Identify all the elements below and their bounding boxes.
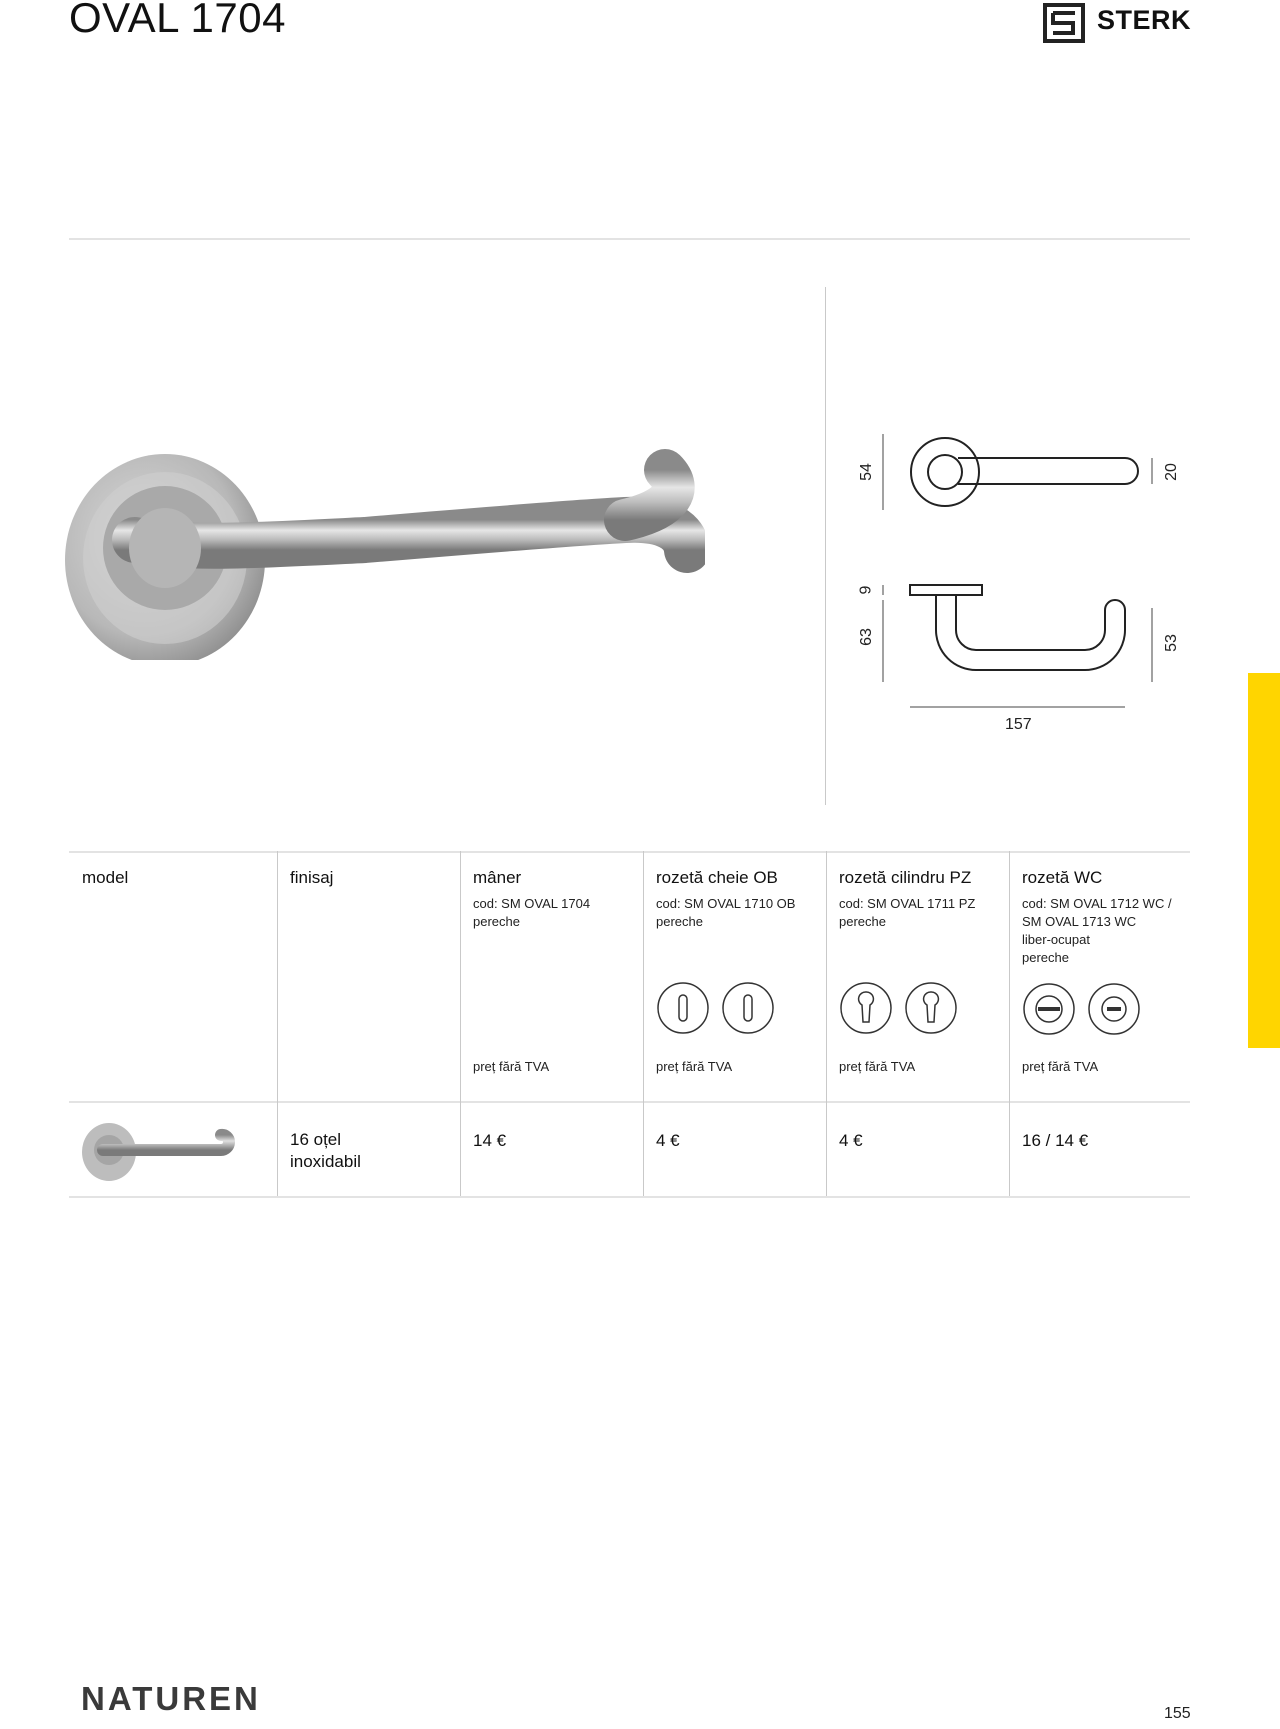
pz-code: cod: SM OVAL 1711 PZ: [839, 896, 976, 911]
dimension-157: 157: [1005, 716, 1032, 733]
header-rozeta-wc: rozetă WC: [1022, 868, 1103, 887]
product-photo: [65, 430, 705, 665]
wc-code-1: cod: SM OVAL 1712 WC /: [1022, 896, 1172, 911]
dimension-drawing: [840, 420, 1190, 720]
finish-value: [290, 1129, 361, 1173]
pz-rosette-icons: [838, 980, 968, 1041]
maner-unit: pereche: [473, 914, 520, 929]
wc-details: [1022, 895, 1172, 967]
brand-name: STERK: [1097, 5, 1192, 35]
top-divider: [69, 238, 1190, 240]
technical-drawing: [840, 420, 1190, 725]
cylinder-pz-icon: [838, 980, 968, 1036]
header-rozeta-pz: rozetă cilindru PZ: [839, 868, 972, 887]
maner-code: cod: SM OVAL 1704: [473, 896, 591, 911]
wc-unit: pereche: [1022, 950, 1069, 965]
wc-code-2: SM OVAL 1713 WC: [1022, 914, 1137, 929]
sterk-logo: [1043, 3, 1087, 48]
ob-price: 4 €: [656, 1131, 680, 1150]
dimension-9: 9: [857, 585, 875, 595]
pz-price: 4 €: [839, 1131, 863, 1150]
keyhole-ob-icon: [655, 980, 785, 1036]
dimension-20: 20: [1162, 463, 1180, 481]
dimension-53: 53: [1162, 634, 1180, 652]
wc-price-label: preț fără TVA: [1022, 1059, 1099, 1074]
ob-unit: pereche: [656, 914, 703, 929]
dimension-54: 54: [857, 463, 875, 481]
header-maner: mâner: [473, 868, 522, 887]
door-handle-photo: [65, 430, 705, 660]
table-bottom-rule: [69, 1196, 1190, 1198]
col-divider-4: [826, 851, 827, 1196]
col-divider-5: [1009, 851, 1010, 1196]
col-divider-1: [277, 851, 278, 1196]
pz-price-label: preț fără TVA: [839, 1059, 916, 1074]
ob-code: cod: SM OVAL 1710 OB: [656, 896, 796, 911]
header-finisaj: finisaj: [290, 868, 334, 887]
accent-bar: [1248, 673, 1280, 1048]
handle-thumbnail: [81, 1120, 241, 1182]
maner-price: 14 €: [473, 1131, 507, 1150]
header-rozeta-ob: rozetă cheie OB: [656, 868, 778, 887]
pz-unit: pereche: [839, 914, 886, 929]
ob-details: [656, 895, 795, 931]
sterk-logo-icon: [1043, 3, 1087, 43]
wc-variant: liber-ocupat: [1022, 932, 1090, 947]
maner-details: [473, 895, 590, 931]
table-top-rule: [69, 851, 1190, 853]
finish-line-2: inoxidabil: [290, 1152, 361, 1171]
wc-lock-icon: [1021, 980, 1151, 1036]
page-number: 155: [1164, 1705, 1191, 1722]
table-mid-rule: [69, 1101, 1190, 1103]
col-divider-3: [643, 851, 644, 1196]
model-thumbnail: [81, 1120, 241, 1187]
pz-details: [839, 895, 975, 931]
drawing-divider: [825, 287, 826, 805]
wc-rosette-icons: [1021, 980, 1151, 1041]
naturen-logo: NATUREN: [81, 1680, 261, 1717]
ob-rosette-icons: [655, 980, 785, 1041]
finish-line-1: 16 oțel: [290, 1130, 342, 1149]
col-divider-2: [460, 851, 461, 1196]
wc-price: 16 / 14 €: [1022, 1131, 1089, 1150]
maner-price-label: preț fără TVA: [473, 1059, 550, 1074]
page-title: OVAL 1704: [69, 0, 286, 41]
ob-price-label: preț fără TVA: [656, 1059, 733, 1074]
header-model: model: [82, 868, 129, 887]
dimension-63: 63: [857, 628, 875, 646]
